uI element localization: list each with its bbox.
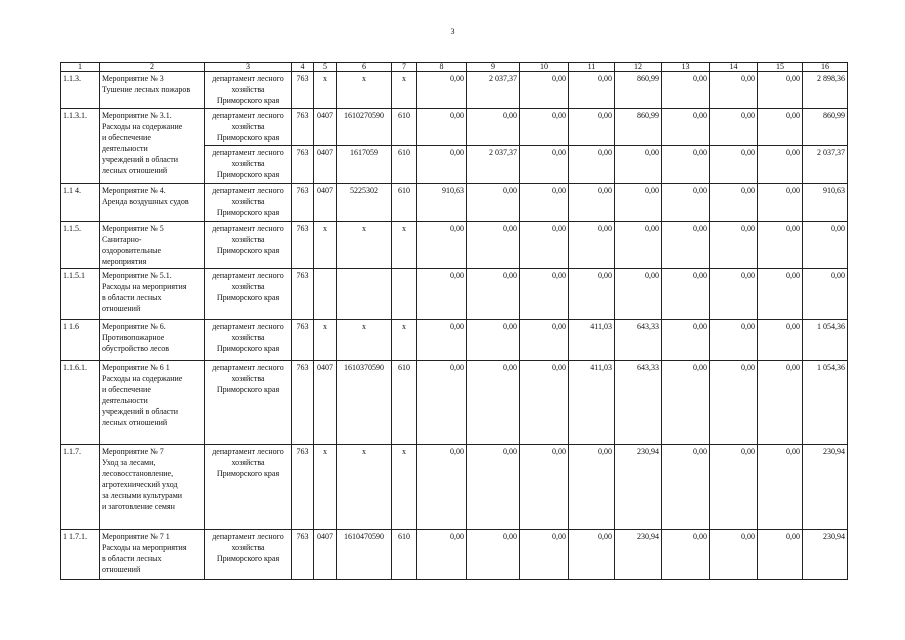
- row-code: 1 1.6: [61, 320, 100, 361]
- value-col9: 0,00: [467, 222, 520, 269]
- measure-name-line: за лесными культурами: [102, 491, 183, 500]
- table-row: [61, 320, 848, 361]
- row-code: 1.1.3.1.: [61, 109, 100, 184]
- table-row: [61, 530, 848, 580]
- value-col16: 230,94: [803, 445, 848, 530]
- value-col13: 0,00: [662, 184, 710, 222]
- measure-name-line: Мероприятие № 6.: [102, 322, 166, 331]
- value-col16: 0,00: [803, 222, 848, 269]
- measure-name-line: Расходы на мероприятия: [102, 282, 187, 291]
- row-code: 1.1.5.: [61, 222, 100, 269]
- value-col14: 0,00: [710, 530, 758, 580]
- measure-name: [100, 530, 205, 580]
- executor-line: департамент лесного: [212, 532, 284, 541]
- value-col8: 0,00: [417, 320, 467, 361]
- measure-name-line: отношений: [102, 565, 141, 574]
- column-header-16: 16: [803, 63, 848, 72]
- column-header-1: 1: [61, 63, 100, 72]
- section-cell: x: [314, 72, 337, 109]
- value-col9: 0,00: [467, 109, 520, 146]
- grbs-cell: 763: [292, 269, 314, 320]
- executor-line: департамент лесного: [212, 111, 284, 120]
- executor-line: Приморского края: [216, 170, 280, 179]
- value-col8: 0,00: [417, 361, 467, 445]
- value-col9: 2 037,37: [467, 146, 520, 184]
- executor-line: хозяйства: [231, 333, 265, 342]
- column-header-6: 6: [337, 63, 392, 72]
- section-cell: x: [314, 320, 337, 361]
- expense-type-cell: x: [392, 222, 417, 269]
- executor-line: департамент лесного: [212, 363, 284, 372]
- value-col10: 0,00: [520, 184, 569, 222]
- executor: [205, 222, 292, 269]
- value-col13: 0,00: [662, 361, 710, 445]
- value-col15: 0,00: [758, 361, 803, 445]
- measure-name-line: отношений: [102, 304, 141, 313]
- executor-line: хозяйства: [231, 282, 265, 291]
- table-header: [61, 63, 848, 72]
- value-col16: 910,63: [803, 184, 848, 222]
- executor-line: Приморского края: [216, 469, 280, 478]
- executor-line: хозяйства: [231, 197, 265, 206]
- measure-name-line: лесных отношений: [102, 166, 168, 175]
- value-col9: 0,00: [467, 361, 520, 445]
- row-code: 1.1.7.: [61, 445, 100, 530]
- value-col15: 0,00: [758, 146, 803, 184]
- executor: [205, 72, 292, 109]
- grbs-cell: 763: [292, 146, 314, 184]
- row-code: 1.1.5.1: [61, 269, 100, 320]
- value-col14: 0,00: [710, 361, 758, 445]
- measure-name-line: мероприятия: [102, 257, 147, 266]
- value-col11: 0,00: [569, 530, 615, 580]
- value-col14: 0,00: [710, 269, 758, 320]
- value-col11: 411,03: [569, 320, 615, 361]
- target-article-cell: 5225302: [337, 184, 392, 222]
- value-col15: 0,00: [758, 445, 803, 530]
- value-col13: 0,00: [662, 530, 710, 580]
- value-col10: 0,00: [520, 320, 569, 361]
- column-header-12: 12: [615, 63, 662, 72]
- value-col15: 0,00: [758, 222, 803, 269]
- measure-name-line: Тушение лесных пожаров: [102, 85, 191, 94]
- table-row: [61, 72, 848, 109]
- value-col9: 0,00: [467, 530, 520, 580]
- value-col12: 643,33: [615, 361, 662, 445]
- column-header-3: 3: [205, 63, 292, 72]
- target-article-cell: [337, 269, 392, 320]
- row-code: 1.1 4.: [61, 184, 100, 222]
- value-col10: 0,00: [520, 72, 569, 109]
- table-row: [61, 222, 848, 269]
- measure-name-line: Противопожарное: [102, 333, 165, 342]
- measure-name: [100, 361, 205, 445]
- executor: [205, 445, 292, 530]
- measure-name-line: Расходы на содержание: [102, 122, 183, 131]
- grbs-cell: 763: [292, 530, 314, 580]
- value-col8: 0,00: [417, 222, 467, 269]
- value-col15: 0,00: [758, 109, 803, 146]
- measure-name: [100, 109, 205, 184]
- table-row: [61, 184, 848, 222]
- value-col14: 0,00: [710, 146, 758, 184]
- executor-line: Приморского края: [216, 554, 280, 563]
- section-cell: x: [314, 445, 337, 530]
- value-col15: 0,00: [758, 269, 803, 320]
- column-header-10: 10: [520, 63, 569, 72]
- executor-line: хозяйства: [231, 235, 265, 244]
- section-cell: [314, 269, 337, 320]
- value-col12: 0,00: [615, 269, 662, 320]
- value-col13: 0,00: [662, 109, 710, 146]
- expense-type-cell: x: [392, 72, 417, 109]
- executor: [205, 269, 292, 320]
- executor-line: департамент лесного: [212, 447, 284, 456]
- value-col11: 0,00: [569, 445, 615, 530]
- target-article-cell: 1610270590: [337, 109, 392, 146]
- value-col11: 0,00: [569, 72, 615, 109]
- measure-name-line: Мероприятие № 5: [102, 224, 164, 233]
- value-col12: 230,94: [615, 530, 662, 580]
- executor: [205, 320, 292, 361]
- measure-name-line: Мероприятие № 6 1: [102, 363, 170, 372]
- expense-type-cell: x: [392, 445, 417, 530]
- target-article-cell: x: [337, 445, 392, 530]
- expense-type-cell: 610: [392, 361, 417, 445]
- column-header-9: 9: [467, 63, 520, 72]
- value-col11: 0,00: [569, 184, 615, 222]
- value-col10: 0,00: [520, 530, 569, 580]
- expense-type-cell: x: [392, 320, 417, 361]
- value-col13: 0,00: [662, 72, 710, 109]
- expense-type-cell: 610: [392, 109, 417, 146]
- target-article-cell: 1610370590: [337, 361, 392, 445]
- measure-name-line: лесовосстановление,: [102, 469, 174, 478]
- column-header-8: 8: [417, 63, 467, 72]
- table-row: [61, 269, 848, 320]
- column-header-2: 2: [100, 63, 205, 72]
- executor-line: Приморского края: [216, 246, 280, 255]
- value-col10: 0,00: [520, 146, 569, 184]
- column-header-15: 15: [758, 63, 803, 72]
- value-col16: 0,00: [803, 269, 848, 320]
- value-col16: 860,99: [803, 109, 848, 146]
- measure-name: [100, 269, 205, 320]
- value-col12: 860,99: [615, 72, 662, 109]
- row-code: 1 1.7.1.: [61, 530, 100, 580]
- value-col16: 1 054,36: [803, 361, 848, 445]
- section-cell: 0407: [314, 530, 337, 580]
- row-code: 1.1.6.1.: [61, 361, 100, 445]
- value-col15: 0,00: [758, 530, 803, 580]
- measure-name-line: Мероприятие № 4.: [102, 186, 166, 195]
- target-article-cell: x: [337, 72, 392, 109]
- value-col15: 0,00: [758, 72, 803, 109]
- table-row: [61, 361, 848, 445]
- measure-name-line: обустройство лесов: [102, 344, 170, 353]
- value-col14: 0,00: [710, 320, 758, 361]
- target-article-cell: x: [337, 222, 392, 269]
- value-col11: 0,00: [569, 109, 615, 146]
- executor: [205, 361, 292, 445]
- table-row: [61, 109, 848, 146]
- value-col8: 0,00: [417, 530, 467, 580]
- value-col13: 0,00: [662, 445, 710, 530]
- target-article-cell: 1617059: [337, 146, 392, 184]
- executor-line: хозяйства: [231, 122, 265, 131]
- section-cell: 0407: [314, 146, 337, 184]
- column-header-7: 7: [392, 63, 417, 72]
- value-col12: 0,00: [615, 146, 662, 184]
- target-article-cell: x: [337, 320, 392, 361]
- value-col14: 0,00: [710, 222, 758, 269]
- measure-name-line: агротехнический уход: [102, 480, 178, 489]
- value-col12: 0,00: [615, 184, 662, 222]
- value-col9: 0,00: [467, 320, 520, 361]
- budget-table: [60, 62, 848, 580]
- value-col16: 230,94: [803, 530, 848, 580]
- executor: [205, 109, 292, 146]
- value-col14: 0,00: [710, 184, 758, 222]
- executor-line: департамент лесного: [212, 224, 284, 233]
- measure-name-line: Расходы на мероприятия: [102, 543, 187, 552]
- measure-name: [100, 72, 205, 109]
- executor-line: Приморского края: [216, 208, 280, 217]
- section-cell: x: [314, 222, 337, 269]
- measure-name-line: Уход за лесами,: [102, 458, 156, 467]
- value-col12: 0,00: [615, 222, 662, 269]
- executor-line: Приморского края: [216, 385, 280, 394]
- row-code: 1.1.3.: [61, 72, 100, 109]
- value-col12: 230,94: [615, 445, 662, 530]
- value-col9: 0,00: [467, 269, 520, 320]
- section-cell: 0407: [314, 109, 337, 146]
- executor-line: департамент лесного: [212, 148, 284, 157]
- grbs-cell: 763: [292, 320, 314, 361]
- value-col10: 0,00: [520, 361, 569, 445]
- executor-line: хозяйства: [231, 543, 265, 552]
- value-col14: 0,00: [710, 445, 758, 530]
- measure-name-line: Мероприятие № 3: [102, 74, 164, 83]
- value-col13: 0,00: [662, 269, 710, 320]
- executor-line: хозяйства: [231, 374, 265, 383]
- executor: [205, 530, 292, 580]
- measure-name: [100, 320, 205, 361]
- grbs-cell: 763: [292, 72, 314, 109]
- executor-line: департамент лесного: [212, 186, 284, 195]
- measure-name-line: оздоровительные: [102, 246, 162, 255]
- grbs-cell: 763: [292, 361, 314, 445]
- value-col9: 2 037,37: [467, 72, 520, 109]
- value-col16: 2 037,37: [803, 146, 848, 184]
- measure-name-line: деятельности: [102, 396, 148, 405]
- executor: [205, 184, 292, 222]
- measure-name-line: учреждений в области: [102, 155, 179, 164]
- value-col9: 0,00: [467, 445, 520, 530]
- measure-name-line: учреждений в области: [102, 407, 179, 416]
- value-col11: 0,00: [569, 146, 615, 184]
- table-row: [61, 445, 848, 530]
- measure-name-line: Санитарно-: [102, 235, 142, 244]
- column-header-4: 4: [292, 63, 314, 72]
- measure-name-line: и обеспечение: [102, 385, 151, 394]
- value-col11: 0,00: [569, 222, 615, 269]
- column-header-5: 5: [314, 63, 337, 72]
- value-col13: 0,00: [662, 320, 710, 361]
- value-col12: 860,99: [615, 109, 662, 146]
- section-cell: 0407: [314, 361, 337, 445]
- measure-name-line: Мероприятие № 7: [102, 447, 164, 456]
- measure-name-line: в области лесных: [102, 554, 162, 563]
- value-col15: 0,00: [758, 320, 803, 361]
- value-col16: 2 898,36: [803, 72, 848, 109]
- value-col11: 411,03: [569, 361, 615, 445]
- measure-name-line: и обеспечение: [102, 133, 151, 142]
- measure-name: [100, 184, 205, 222]
- column-header-13: 13: [662, 63, 710, 72]
- value-col8: 0,00: [417, 72, 467, 109]
- column-header-11: 11: [569, 63, 615, 72]
- value-col12: 643,33: [615, 320, 662, 361]
- measure-name-line: Мероприятие № 5.1.: [102, 271, 172, 280]
- value-col10: 0,00: [520, 269, 569, 320]
- measure-name-line: Расходы на содержание: [102, 374, 183, 383]
- value-col8: 0,00: [417, 445, 467, 530]
- expense-type-cell: 610: [392, 184, 417, 222]
- value-col8: 0,00: [417, 109, 467, 146]
- expense-type-cell: 610: [392, 530, 417, 580]
- value-col16: 1 054,36: [803, 320, 848, 361]
- value-col8: 0,00: [417, 146, 467, 184]
- executor-line: Приморского края: [216, 96, 280, 105]
- value-col10: 0,00: [520, 445, 569, 530]
- value-col14: 0,00: [710, 72, 758, 109]
- grbs-cell: 763: [292, 445, 314, 530]
- value-col8: 0,00: [417, 269, 467, 320]
- executor-line: департамент лесного: [212, 74, 284, 83]
- measure-name-line: Мероприятие № 3.1.: [102, 111, 172, 120]
- executor-line: Приморского края: [216, 344, 280, 353]
- value-col13: 0,00: [662, 146, 710, 184]
- executor-line: департамент лесного: [212, 322, 284, 331]
- value-col10: 0,00: [520, 109, 569, 146]
- measure-name-line: Мероприятие № 7 1: [102, 532, 170, 541]
- executor-line: хозяйства: [231, 159, 265, 168]
- measure-name-line: Аренда воздушных судов: [102, 197, 189, 206]
- measure-name-line: и заготовление семян: [102, 502, 175, 511]
- value-col8: 910,63: [417, 184, 467, 222]
- value-col11: 0,00: [569, 269, 615, 320]
- grbs-cell: 763: [292, 222, 314, 269]
- column-header-14: 14: [710, 63, 758, 72]
- executor-line: хозяйства: [231, 85, 265, 94]
- expense-type-cell: 610: [392, 146, 417, 184]
- target-article-cell: 1610470590: [337, 530, 392, 580]
- expense-type-cell: [392, 269, 417, 320]
- value-col10: 0,00: [520, 222, 569, 269]
- executor-line: Приморского края: [216, 133, 280, 142]
- executor-line: департамент лесного: [212, 271, 284, 280]
- measure-name-line: в области лесных: [102, 293, 162, 302]
- measure-name: [100, 445, 205, 530]
- executor-line: Приморского края: [216, 293, 280, 302]
- value-col13: 0,00: [662, 222, 710, 269]
- executor: [205, 146, 292, 184]
- measure-name-line: лесных отношений: [102, 418, 168, 427]
- value-col14: 0,00: [710, 109, 758, 146]
- grbs-cell: 763: [292, 184, 314, 222]
- grbs-cell: 763: [292, 109, 314, 146]
- measure-name: [100, 222, 205, 269]
- value-col15: 0,00: [758, 184, 803, 222]
- page-number: 3: [450, 27, 455, 36]
- measure-name-line: деятельности: [102, 144, 148, 153]
- value-col9: 0,00: [467, 184, 520, 222]
- executor-line: хозяйства: [231, 458, 265, 467]
- section-cell: 0407: [314, 184, 337, 222]
